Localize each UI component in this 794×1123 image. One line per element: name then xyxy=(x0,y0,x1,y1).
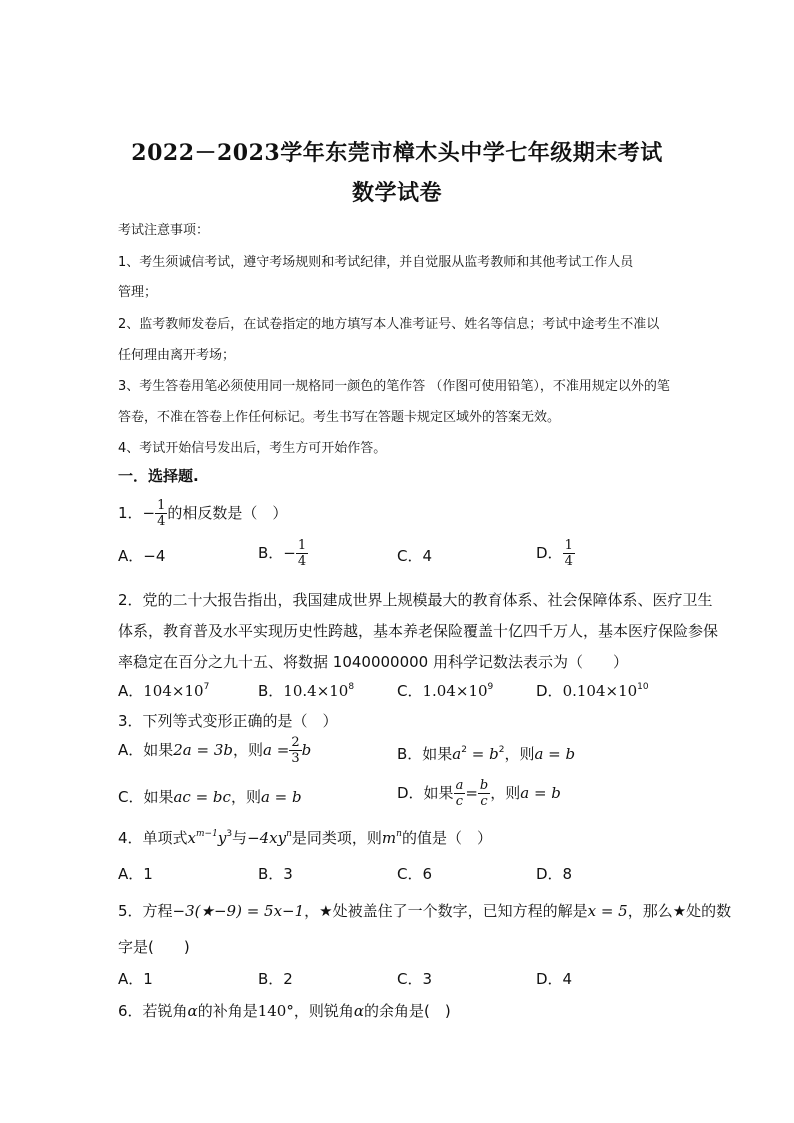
q1-option-a: A．−4 xyxy=(118,547,166,565)
q4-option-c: C．6 xyxy=(397,865,433,883)
q5-option-a: A．1 xyxy=(118,970,153,988)
exam-title: 2022－2023学年东莞市樟木头中学七年级期末考试 xyxy=(131,140,663,166)
question-3: 3．下列等式变形正确的是（ ） xyxy=(118,712,338,730)
q4-option-a: A．1 xyxy=(118,865,153,883)
q3-option-d: D．如果 $\frac{a}{c}$ = $\frac{b}{c}$ ，则a = b xyxy=(397,778,561,809)
q5-option-c: C．3 xyxy=(397,970,433,988)
q3-option-b: B．如果$a^2 = b^2$，则a = b xyxy=(397,745,576,763)
q1-option-b: B．− $\frac{1}{4}$ xyxy=(258,538,307,569)
exam-subtitle: 数学试卷 xyxy=(351,180,442,206)
question-6: 6．若锐角α的补角是140°，则锐角α的余角是( ) xyxy=(118,1002,451,1020)
q2-option-b: B．$10.4\times 10^8$ xyxy=(258,682,355,700)
q2-option-c: C．$1.04\times 10^9$ xyxy=(397,682,494,700)
question-5-line-1: 5．方程−3(★−9) = 5x−1，★处被盖住了一个数字，已知方程的解是x = 5，那么★处的数 xyxy=(118,902,732,920)
note-1b: 管理； xyxy=(118,285,158,300)
question-1: 1．− $\frac{1}{4}$ 的相反数是（ ） xyxy=(118,498,288,529)
note-4: 4、考试开始信号发出后，考生方可开始作答。 xyxy=(118,441,387,456)
question-2-line-1: 2．党的二十大报告指出，我国建成世界上规模最大的教育体系、社会保障体系、医疗卫生 xyxy=(118,591,713,609)
note-2a: 2、监考教师发卷后，在试卷指定的地方填写本人准考证号、姓名等信息；考试中途考生不准以 xyxy=(118,317,660,332)
q5-option-b: B．2 xyxy=(258,970,293,988)
q3-option-a: A．如果2a = 3b，则a = $\frac{2}{3}$ b xyxy=(118,735,312,766)
q1-option-d: D． $\frac{1}{4}$ xyxy=(536,538,573,569)
fraction: $\frac{1}{4}$ xyxy=(157,498,166,529)
note-3a: 3、考生答卷用笔必须使用同一规格同一颜色的笔作答 （作图可使用铅笔），不准用规定以外的笔 xyxy=(118,379,670,394)
question-4: 4．单项式$x^{m-1}y^3$与$-4xy^n$是同类项，则$m^n$的值是（ ） xyxy=(118,829,492,847)
q4-option-d: D．8 xyxy=(536,865,573,883)
note-2b: 任何理由离开考场； xyxy=(118,348,236,363)
q2-option-d: D．$0.104\times 10^{10}$ xyxy=(536,682,649,700)
q1-option-c: C．4 xyxy=(397,547,433,565)
section-heading: 一．选择题. xyxy=(118,467,199,485)
question-2-line-2: 体系，教育普及水平实现历史性跨越，基本养老保险覆盖十亿四千万人，基本医疗保险参保 xyxy=(118,622,719,640)
question-5-line-2: 字是( ) xyxy=(118,938,190,956)
q3-option-c: C．如果ac = bc，则a = b xyxy=(118,788,302,806)
notes-header: 考试注意事项： xyxy=(118,223,210,238)
q4-option-b: B．3 xyxy=(258,865,293,883)
note-1a: 1、考生须诚信考试，遵守考场规则和考试纪律，并自觉服从监考教师和其他考试工作人员 xyxy=(118,255,634,270)
note-3b: 答卷，不准在答卷上作任何标记。考生书写在答题卡规定区域外的答案无效。 xyxy=(118,410,561,425)
q2-option-a: A．$104\times 10^7$ xyxy=(118,682,210,700)
q5-option-d: D．4 xyxy=(536,970,573,988)
question-2-line-3: 率稳定在百分之九十五、将数据 1040000000 用科学记数法表示为（ ） xyxy=(118,653,628,671)
